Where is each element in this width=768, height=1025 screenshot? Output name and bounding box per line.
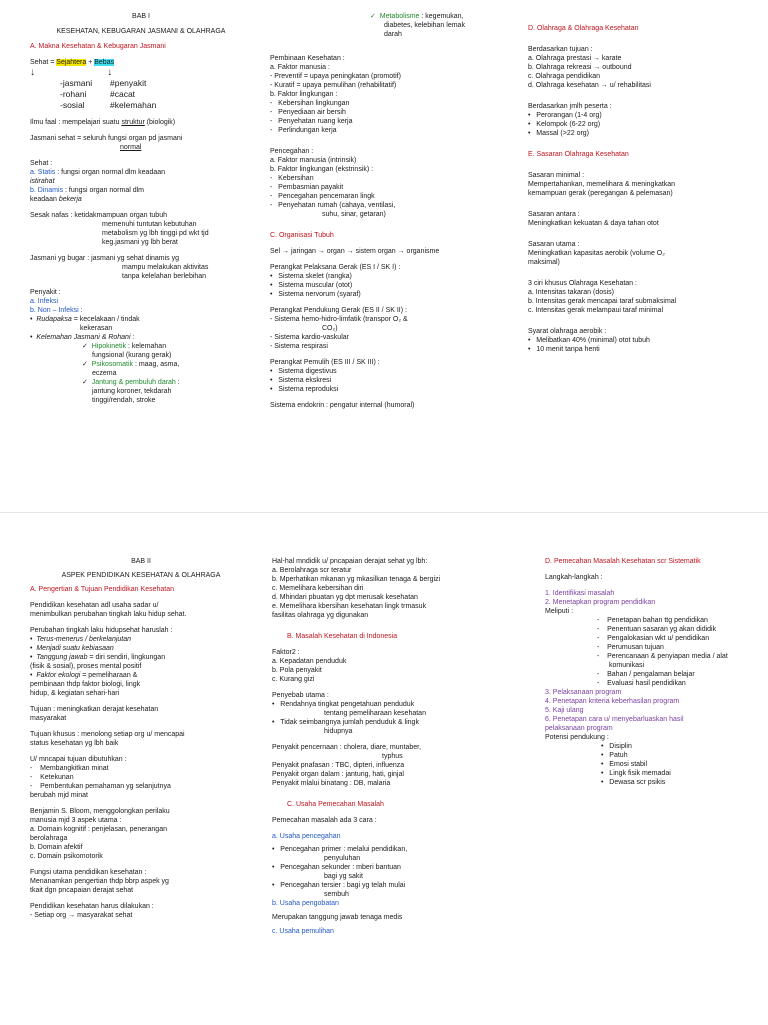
list-item: • Sistema skelet (rangka) [270,273,352,280]
sasaran-line: Mempertahankan, memelihara & meningkatkan [528,181,676,188]
hipokinetik-line: fungsional (kurang gerak) [92,352,172,359]
list-item: - Ketekunan [30,774,74,781]
chapter-number: BAB II [131,558,151,565]
metabolisme: ✓ Metabolisme : kegemukan, [370,13,464,20]
list-item: tentang pemeliharaan kesehatan [324,710,426,717]
highlight-bebas: Bebas [94,59,115,66]
paragraph-line: Pendidikan kesehatan harus dilakukan : [30,903,154,910]
penyakit-noninfeksi: b. Non – Infeksi : [30,307,83,314]
list-item: a. Kepadatan penduduk [272,658,347,665]
list-item: c. Intensitas gerak melampaui taraf minimal [528,307,663,314]
list-item: • Sistema ekskresi [270,377,332,384]
list-item: fasilitas olahraga yg digunakan [272,612,369,619]
hipokinetik: ✓ Hipokinetik : kelemahan [82,343,167,350]
subsection-heading: a. Usaha pencegahan [272,833,341,840]
sesak-nafas-line: keg.jasmani yg lbh berat [102,239,178,246]
chapter-title: KESEHATAN, KEBUGARAN JASMANI & OLAHRAGA [56,28,226,35]
subsection-heading: b. Usaha pengobatan [272,900,339,907]
sehat-formula: Sehat = Sejahtera + Bebas [30,59,115,66]
paragraph-line: status kesehatan yg lbh baik [30,740,119,747]
sasaran-line: Meningkatkan kapasitas aerobik (volume O₂ [528,250,665,257]
list-item: c. Memelihara kebersihan diri [272,585,364,592]
list-item: • Sistema muscular (otot) [270,282,353,289]
list-item: • Disiplin [601,743,632,750]
metabolisme-line: darah [384,31,402,38]
list-item: • Sistema digestivus [270,368,337,375]
check-icon: ✓ [82,379,88,386]
list-item: c. Domain psikomotorik [30,853,103,860]
list-item: - Sistema kardio-vaskular [270,334,349,341]
penyakit-infeksi: a. Infeksi [30,298,59,305]
section-heading: C. Organisasi Tubuh [270,232,334,239]
faktor-manusia: a. Faktor manusia : [270,64,330,71]
sehat-statis: a. Statis : fungsi organ normal dlm keadaan [30,169,166,176]
step-item: 1. Identifikasi masalah [545,590,615,597]
list-item: • Terus-menerus / berkelanjutan [30,636,132,643]
list-item: - Sistema hemo-hidro-limfatik (transpor O₂ & [270,316,408,323]
list-item: • 10 menit tanpa henti [528,346,600,353]
list-item: a. Olahraga prestasi → karate [528,55,622,62]
ilmu-faal: Ilmu faal : mempelajari suatu struktur (biologik) [30,119,176,126]
list-item: b. Pola penyakit [272,667,322,674]
list-item: • Emosi stabil [601,761,648,768]
step-item: pelaksanaan program [545,725,613,732]
list-item: - Evaluasi hasil pendidikan [597,680,686,687]
list-item: d. Olahraga kesehatan → u/ rehabilitasi [528,82,651,89]
list-item: pembinaan thdp faktor biologi, lingk [30,681,141,688]
list-item: • Sistema nervorum (syaraf) [270,291,361,298]
list-item: - Sistema respirasi [270,343,328,350]
list-item: • Tanggung jawab = diri sendiri, lingkungan [30,654,166,661]
list-item: b. Intensitas gerak mencapai taraf submaksimal [528,298,677,305]
list-item: - Perencanaan & penyiapan media / alat [597,653,728,660]
list-item: d. Mhindari pbuatan yg dpt merusak kesehatan [272,594,418,601]
penyakit-label: Penyakit : [30,289,61,296]
list-item: • Pencegahan sekunder : mberi bantuan [272,864,401,871]
list-item: - Setiap org → masyarakat sehat [30,912,133,919]
paragraph-line: Tujuan : meningkatkan derajat kesehatan [30,706,159,713]
sesak-nafas: Sesak nafas : ketidakmampuan organ tubuh [30,212,167,219]
list-item: berubah mjd minat [30,792,88,799]
jasmani-sehat-normal: normal [120,144,142,151]
paragraph-line: Merupakan tanggung jawab tenaga medis [272,914,403,921]
jasmani-sehat: Jasmani sehat = seluruh fungsi organ pd jasmani [30,135,183,142]
column-right [545,557,763,787]
chapter-number: BAB I [132,13,150,20]
list-item: • Rendahnya tingkat pengetahuan penduduk [272,701,415,708]
list-item: (fisik & sosial), proses mental positif [30,663,142,670]
sesak-nafas-line: memenuhi tuntutan kebutuhan [102,221,197,228]
list-item: • Pencegahan tersier : bagi yg telah mulai [272,882,406,889]
paragraph-line: U/ mncapai tujuan dibutuhkan : [30,756,127,763]
page-bab-2 [0,512,768,1025]
column-middle [272,557,512,936]
section-heading: B. Masalah Kesehatan di Indonesia [287,633,398,640]
peserta-heading: Berdasarkan jmlh peserta : [528,103,612,110]
kelemahan: • Kelemahan Jasmani & Rohani : [30,334,135,341]
list-item: - Bahan / pengalaman belajar [597,671,695,678]
list-item: • Sistema reproduksi [270,386,339,393]
paragraph-line: Perubahan tingkah laku hidupsehat haruslah : [30,627,173,634]
list-item: sembuh [324,891,349,898]
list-item: • Massal (>22 org) [528,130,590,137]
column-right [528,24,760,354]
highlight-sejahtera: Sejahtera [56,59,87,66]
jasmani-bugar: Jasmani yg bugar : jasmani yg sehat dinamis yg [30,255,180,262]
list-item: • Pencegahan primer : melalui pendidikan, [272,846,408,853]
jantung-line: tinggi/rendah, stroke [92,397,156,404]
list-item: a. Domain kognitif : penjelasan, penerangan [30,826,167,833]
list-item: - Kuratif = upaya pemulihan (rehabilitatif) [270,82,397,89]
list-item: a. Berolahraga scr teratur [272,567,352,574]
jasmani-bugar-line: mampu melakukan aktivitas [122,264,209,271]
jasmani-bugar-line: tanpa kelelahan berlebihan [122,273,207,280]
list-item: hidup, & kegiatan sehari-hari [30,690,120,697]
list-item: hidupnya [324,728,353,735]
paragraph-line: typhus [382,753,403,760]
list-item: - Perumusan tujuan [597,644,664,651]
paragraph-line: Pendidikan kesehatan adl usaha sadar u/ [30,602,159,609]
perangkat-heading: Perangkat Pelaksana Gerak (ES I / SK I) : [270,264,401,271]
paragraph-line: Hal-hal mndidik u/ pncapaian derajat sehat yg lbh: [272,558,428,565]
list-item: - Membangkitkan minat [30,765,109,772]
list-item: - Pembasmian payakit [270,184,344,191]
list-item: • Faktor ekologi = pemeliharaan & [30,672,138,679]
section-heading: A. Makna Kesehatan & Kebugaran Jasmani [30,43,166,50]
list-item: berolahraga [30,835,68,842]
list-item: e. Memelihara kbersihan kesehatan lingk trmasuk [272,603,427,610]
sasaran-minimal: Sasaran minimal : [528,172,585,179]
paragraph-line: Penyakit pencernaan : cholera, diare, muntaber, [272,744,422,751]
paragraph-line: Penyebab utama : [272,692,329,699]
tujuan-heading: Berdasarkan tujuan : [528,46,593,53]
perangkat-heading: Perangkat Pemulih (ES III / SK III) : [270,359,380,366]
sasaran-line: Meningkatkan kekuatan & daya tahan otot [528,220,659,227]
paragraph-line: Potensi pendukung : [545,734,609,741]
list-item: a. Intensitas takaran (dosis) [528,289,614,296]
sehat-label: Sehat : [30,160,53,167]
list-item: - Penyehatan rumah (cahaya, ventilasi, [270,202,396,209]
list-item: • Menjadi suatu kebiasaan [30,645,114,652]
paragraph-line: Tujuan khusus : menolong setiap org u/ mencapai [30,731,185,738]
paragraph-line: Penyakit pnafasan : TBC, dipteri, influenza [272,762,405,769]
list-item: • Perorangan (1-4 org) [528,112,602,119]
paragraph-line: Benjamin S. Bloom, menggolongkan perilaku [30,808,170,815]
list-item: b. Olahraga rekreasi → outbound [528,64,632,71]
sehat-pairs: -jasmani #penyakit -rohani #cacat -sosial #kelemahan [60,78,157,110]
list-item: - Pengalokasian wkt u/ pendidikan [597,635,710,642]
chapter-title: ASPEK PENDIDIKAN KESEHATAN & OLAHRAGA [61,572,221,579]
sasaran-line: maksimal) [528,259,560,266]
list-item: penyuluhan [324,855,361,862]
rudapaksa-line: kekerasan [80,325,113,332]
list-item: • Tidak seimbangnya jumlah penduduk & lingk [272,719,419,726]
section-heading: A. Pengertian & Tujuan Pendidikan Kesehatan [30,586,174,593]
sistema-endokrin: Sistema endokrin : pengatur internal (humoral) [270,402,415,409]
list-item: bagi yg sakit [324,873,363,880]
paragraph-line: tkait dgn pncapaian derajat sehat [30,887,134,894]
list-item: • Melibatkan 40% (minimal) otot tubuh [528,337,650,344]
step-item: 6. Penetapan cara u/ menyebarluaskan hasil [545,716,684,723]
list-item: • Patuh [601,752,628,759]
pencegahan-heading: Pencegahan : [270,148,314,155]
sehat-statis-note: istirahat [30,178,55,185]
list-item: b. Domain afektif [30,844,83,851]
page-bab-1 [0,0,768,512]
sesak-nafas-line: metabolism yg lbh tinggi pd wkt tjd [102,230,209,237]
list-item: - Kebersihan [270,175,314,182]
list-item: - Preventif = upaya peningkatan (promotif) [270,73,401,80]
subsection-heading: c. Usaha pemulihan [272,928,334,935]
list-item: - Penentuan sasaran yg akan dididik [597,626,717,633]
column-left [30,557,252,920]
paragraph-line: Meliputi : [545,608,574,615]
list-item: • Kelompok (6-22 org) [528,121,601,128]
list-item: CO₂) [322,325,338,332]
step-item: 2. Menetapkan program pendidikan [545,599,656,606]
paragraph-line: masyarakat [30,715,67,722]
psikosomatik-line: eczema [92,370,117,377]
list-item: - Pencegahan pencemaran lingk [270,193,375,200]
step-item: 4. Penetapan kriteria keberhasilan program [545,698,680,705]
psikosomatik: ✓ Psikosomatik : maag, asma, [82,361,180,368]
list-item: - Kebersihan lingkungan [270,100,350,107]
check-icon: ✓ [82,343,88,350]
check-icon: ✓ [370,13,376,20]
down-arrows: ↓ ↓ [30,67,113,78]
paragraph-line: manusia mjd 3 aspek utama : [30,817,122,824]
column-left [30,12,252,405]
column-middle [270,12,510,410]
list-item: c. Kurang gizi [272,676,315,683]
ciri-heading: 3 ciri khusus Olahraga Kesehatan : [528,280,637,287]
section-heading: D. Olahraga & Olahraga Kesehatan [528,25,639,32]
list-item: c. Olahraga pendidikan [528,73,600,80]
list-item: - Penetapan bahan ttg pendidikan [597,617,708,624]
list-item: komunikasi [609,662,645,669]
paragraph-line: Pemecahan masalah ada 3 cara : [272,817,377,824]
sasaran-line: kemampuan gerak (peregangan & pelemasan) [528,190,673,197]
paragraph-line: Penyakit organ dalam : jantung, hati, ginjal [272,771,404,778]
sasaran-antara: Sasaran antara : [528,211,580,218]
list-item: • Lingk fisik memadai [601,770,671,777]
rudapaksa: • Rudapaksa = kecelakaan / tindak [30,316,140,323]
syarat-heading: Syarat olahraga aerobik : [528,328,607,335]
section-heading: C. Usaha Pemecahan Masalah [287,801,384,808]
list-item: b. Faktor lingkungan (ekstrinsik) : [270,166,374,173]
list-item: - Penyehatan ruang kerja [270,118,353,125]
list-item: suhu, sinar, getaran) [322,211,386,218]
section-heading: D. Pemecahan Masalah Kesehatan scr Sistematik [545,558,701,565]
list-item: - Pembentukan pemahaman yg selanjutnya [30,783,171,790]
paragraph-line: Langkah-langkah : [545,574,603,581]
section-heading: E. Sasaran Olahraga Kesehatan [528,151,629,158]
perangkat-heading: Perangkat Pendukung Gerak (ES II / SK II) : [270,307,407,314]
sasaran-utama: Sasaran utama : [528,241,580,248]
jantung: ✓ Jantung & pembuluh darah : [82,379,180,386]
paragraph-line: Fungsi utama pendidikan kesehatan : [30,869,147,876]
list-item: - Perlindungan kerja [270,127,337,134]
organisasi-chain: Sel → jaringan → organ → sistem organ → organisme [270,248,440,255]
metabolisme-line: diabetes, kelebihan lemak [384,22,465,29]
paragraph-line: Menanamkan pengertian thdp bbrp aspek yg [30,878,169,885]
pembinaan-heading: Pembinaan Kesehatan : [270,55,345,62]
list-item: a. Faktor manusia (intrinsik) [270,157,357,164]
sehat-dinamis-note: keadaan bekerja [30,196,82,203]
paragraph-line: Faktor2 : [272,649,300,656]
sehat-dinamis: b. Dinamis : fungsi organ normal dlm [30,187,145,194]
jantung-line: jantung koroner, tekdarah [92,388,172,395]
list-item: b. Mperhatikan mkanan yg mkasilkan tenaga & bergizi [272,576,441,583]
check-icon: ✓ [82,361,88,368]
list-item: - Penyediaan air bersih [270,109,346,116]
step-item: 5. Kaji ulang [545,707,584,714]
faktor-lingkungan: b. Faktor lingkungan : [270,91,338,98]
list-item: • Dewasa scr psikis [601,779,666,786]
paragraph-line: menimbulkan perubahan tingkah laku hidup sehat. [30,611,187,618]
step-item: 3. Pelaksanaan program [545,689,622,696]
paragraph-line: Penyakit mlalui binatang : DB, malaria [272,780,391,787]
